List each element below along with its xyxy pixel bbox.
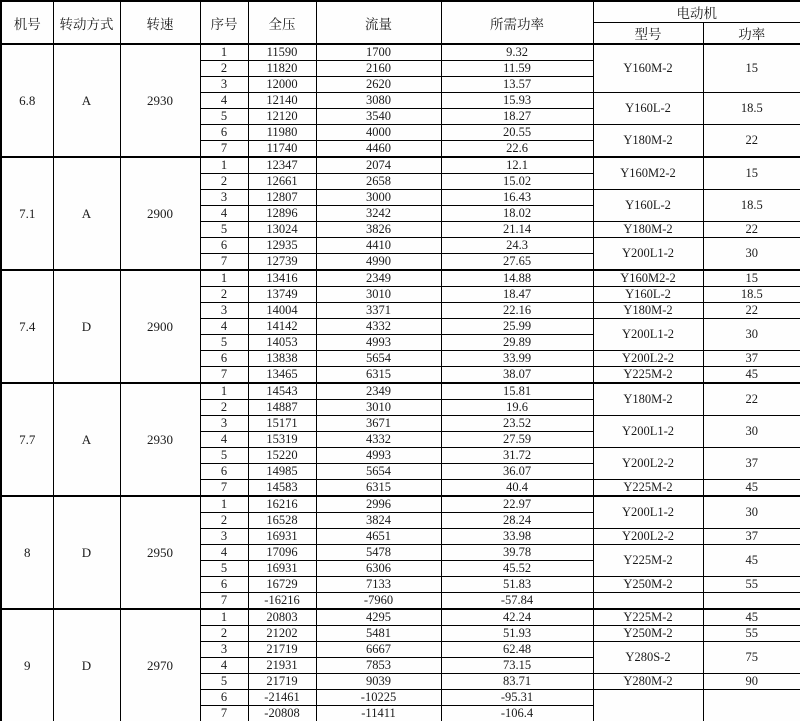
motor-power-cell: 90	[703, 674, 800, 690]
power-required-cell: 36.07	[441, 464, 593, 480]
header-motor-model: 型号	[593, 23, 703, 45]
drive-mode-cell: A	[53, 383, 120, 496]
motor-power-cell: 37	[703, 351, 800, 367]
power-required-cell: 22.16	[441, 303, 593, 319]
seq-cell: 5	[200, 335, 248, 351]
pressure-cell: 12739	[248, 254, 316, 271]
seq-cell: 4	[200, 658, 248, 674]
flow-cell: 4295	[316, 609, 441, 626]
pressure-cell: 15319	[248, 432, 316, 448]
header-machine-no: 机号	[1, 1, 53, 44]
pressure-cell: 11980	[248, 125, 316, 141]
power-required-cell: 28.24	[441, 513, 593, 529]
flow-cell: 4000	[316, 125, 441, 141]
motor-power-cell: 18.5	[703, 93, 800, 125]
seq-cell: 2	[200, 174, 248, 190]
seq-cell: 3	[200, 416, 248, 432]
power-required-cell: 42.24	[441, 609, 593, 626]
speed-cell: 2930	[120, 383, 200, 496]
power-required-cell: 31.72	[441, 448, 593, 464]
flow-cell: 2996	[316, 496, 441, 513]
pressure-cell: 12000	[248, 77, 316, 93]
power-required-cell: 83.71	[441, 674, 593, 690]
machine-no-cell: 6.8	[1, 44, 53, 157]
motor-power-cell: 30	[703, 238, 800, 271]
drive-mode-cell: A	[53, 44, 120, 157]
flow-cell: 4410	[316, 238, 441, 254]
header-pressure: 全压	[248, 1, 316, 44]
power-required-cell: 24.3	[441, 238, 593, 254]
seq-cell: 4	[200, 93, 248, 109]
motor-model-cell: Y225M-2	[593, 480, 703, 497]
flow-cell: 3540	[316, 109, 441, 125]
pressure-cell: 14543	[248, 383, 316, 400]
flow-cell: 5481	[316, 626, 441, 642]
seq-cell: 7	[200, 254, 248, 271]
pressure-cell: 12935	[248, 238, 316, 254]
pressure-cell: 16931	[248, 561, 316, 577]
motor-power-cell: 37	[703, 529, 800, 545]
speed-cell: 2970	[120, 609, 200, 721]
table-row	[1, 609, 800, 626]
speed-cell: 2930	[120, 44, 200, 157]
motor-power-cell: 15	[703, 157, 800, 190]
table-row	[1, 270, 800, 287]
motor-model-cell: Y160L-2	[593, 287, 703, 303]
flow-cell: 4460	[316, 141, 441, 158]
seq-cell: 6	[200, 238, 248, 254]
power-required-cell: -57.84	[441, 593, 593, 610]
power-required-cell: 19.6	[441, 400, 593, 416]
power-required-cell: -106.4	[441, 706, 593, 721]
seq-cell: 7	[200, 593, 248, 610]
seq-cell: 1	[200, 270, 248, 287]
header-flow: 流量	[316, 1, 441, 44]
pressure-cell: 21719	[248, 674, 316, 690]
flow-cell: 4332	[316, 319, 441, 335]
motor-model-cell: Y160L-2	[593, 93, 703, 125]
motor-power-cell: 22	[703, 303, 800, 319]
pressure-cell: 13024	[248, 222, 316, 238]
motor-power-cell: 15	[703, 270, 800, 287]
machine-no-cell: 7.7	[1, 383, 53, 496]
flow-cell: 9039	[316, 674, 441, 690]
flow-cell: 2349	[316, 383, 441, 400]
pressure-cell: 12140	[248, 93, 316, 109]
pressure-cell: 13838	[248, 351, 316, 367]
seq-cell: 6	[200, 690, 248, 706]
flow-cell: 4993	[316, 335, 441, 351]
power-required-cell: 62.48	[441, 642, 593, 658]
flow-cell: 6315	[316, 480, 441, 497]
pressure-cell: 16931	[248, 529, 316, 545]
power-required-cell: 22.6	[441, 141, 593, 158]
pressure-cell: -20808	[248, 706, 316, 721]
flow-cell: 3242	[316, 206, 441, 222]
motor-model-cell: Y160L-2	[593, 190, 703, 222]
flow-cell: 5654	[316, 464, 441, 480]
pressure-cell: 11740	[248, 141, 316, 158]
flow-cell: 2658	[316, 174, 441, 190]
motor-power-cell: 55	[703, 577, 800, 593]
seq-cell: 4	[200, 545, 248, 561]
seq-cell: 1	[200, 383, 248, 400]
power-required-cell: 9.32	[441, 44, 593, 61]
seq-cell: 6	[200, 577, 248, 593]
motor-power-cell: 15	[703, 44, 800, 93]
pressure-cell: 14887	[248, 400, 316, 416]
power-required-cell: 22.97	[441, 496, 593, 513]
power-required-cell: 15.93	[441, 93, 593, 109]
power-required-cell: 27.65	[441, 254, 593, 271]
seq-cell: 5	[200, 222, 248, 238]
machine-no-cell: 9	[1, 609, 53, 721]
power-required-cell: 11.59	[441, 61, 593, 77]
motor-model-cell: Y180M-2	[593, 303, 703, 319]
motor-model-cell: Y250M-2	[593, 577, 703, 593]
speed-cell: 2900	[120, 157, 200, 270]
flow-cell: 3826	[316, 222, 441, 238]
seq-cell: 7	[200, 141, 248, 158]
motor-power-cell: 45	[703, 545, 800, 577]
pressure-cell: 11590	[248, 44, 316, 61]
pressure-cell: 16528	[248, 513, 316, 529]
motor-model-cell: Y200L2-2	[593, 448, 703, 480]
seq-cell: 1	[200, 609, 248, 626]
motor-power-cell	[703, 593, 800, 610]
pressure-cell: -21461	[248, 690, 316, 706]
flow-cell: 2074	[316, 157, 441, 174]
motor-power-cell: 37	[703, 448, 800, 480]
pressure-cell: 21719	[248, 642, 316, 658]
power-required-cell: 73.15	[441, 658, 593, 674]
power-required-cell: 45.52	[441, 561, 593, 577]
power-required-cell: 18.27	[441, 109, 593, 125]
seq-cell: 7	[200, 480, 248, 497]
table-body	[1, 44, 800, 721]
seq-cell: 2	[200, 61, 248, 77]
seq-cell: 5	[200, 561, 248, 577]
header-drive-mode: 转动方式	[53, 1, 120, 44]
seq-cell: 3	[200, 190, 248, 206]
flow-cell: 2620	[316, 77, 441, 93]
drive-mode-cell: D	[53, 270, 120, 383]
pressure-cell: 17096	[248, 545, 316, 561]
motor-model-cell: Y160M2-2	[593, 157, 703, 190]
motor-power-cell: 55	[703, 626, 800, 642]
power-required-cell: 16.43	[441, 190, 593, 206]
power-required-cell: 15.02	[441, 174, 593, 190]
pressure-cell: -16216	[248, 593, 316, 610]
seq-cell: 6	[200, 351, 248, 367]
flow-cell: -7960	[316, 593, 441, 610]
motor-model-cell: Y180M-2	[593, 125, 703, 158]
drive-mode-cell: A	[53, 157, 120, 270]
seq-cell: 4	[200, 432, 248, 448]
seq-cell: 5	[200, 448, 248, 464]
header-motor-power: 功率	[703, 23, 800, 45]
table-row	[1, 44, 800, 61]
motor-model-cell: Y225M-2	[593, 609, 703, 626]
power-required-cell: 12.1	[441, 157, 593, 174]
motor-power-cell: 30	[703, 496, 800, 529]
motor-power-cell: 22	[703, 222, 800, 238]
flow-cell: 5654	[316, 351, 441, 367]
flow-cell: 7133	[316, 577, 441, 593]
flow-cell: 4651	[316, 529, 441, 545]
power-required-cell: 29.89	[441, 335, 593, 351]
flow-cell: 4332	[316, 432, 441, 448]
pressure-cell: 14142	[248, 319, 316, 335]
header-speed: 转速	[120, 1, 200, 44]
power-required-cell: 15.81	[441, 383, 593, 400]
motor-model-cell	[593, 593, 703, 610]
pressure-cell: 21202	[248, 626, 316, 642]
pressure-cell: 13416	[248, 270, 316, 287]
power-required-cell: 40.4	[441, 480, 593, 497]
power-required-cell: 13.57	[441, 77, 593, 93]
motor-power-cell: 45	[703, 609, 800, 626]
power-required-cell: 18.47	[441, 287, 593, 303]
flow-cell: 4993	[316, 448, 441, 464]
flow-cell: 3371	[316, 303, 441, 319]
pressure-cell: 12120	[248, 109, 316, 125]
pressure-cell: 14004	[248, 303, 316, 319]
seq-cell: 1	[200, 44, 248, 61]
pressure-cell: 12807	[248, 190, 316, 206]
pressure-cell: 12347	[248, 157, 316, 174]
seq-cell: 6	[200, 125, 248, 141]
table-row	[1, 157, 800, 174]
power-required-cell: 51.83	[441, 577, 593, 593]
power-required-cell: 51.93	[441, 626, 593, 642]
flow-cell: 3010	[316, 400, 441, 416]
power-required-cell: 18.02	[441, 206, 593, 222]
motor-model-cell: Y200L2-2	[593, 529, 703, 545]
pressure-cell: 12661	[248, 174, 316, 190]
power-required-cell: 20.55	[441, 125, 593, 141]
motor-model-cell: Y160M-2	[593, 44, 703, 93]
motor-power-cell: 18.5	[703, 190, 800, 222]
motor-power-cell: 45	[703, 480, 800, 497]
drive-mode-cell: D	[53, 609, 120, 721]
power-required-cell: 33.99	[441, 351, 593, 367]
power-required-cell: 39.78	[441, 545, 593, 561]
header-power-required: 所需功率	[441, 1, 593, 44]
power-required-cell: 21.14	[441, 222, 593, 238]
drive-mode-cell: D	[53, 496, 120, 609]
seq-cell: 5	[200, 109, 248, 125]
pressure-cell: 21931	[248, 658, 316, 674]
machine-no-cell: 7.4	[1, 270, 53, 383]
power-required-cell: 38.07	[441, 367, 593, 384]
flow-cell: 1700	[316, 44, 441, 61]
seq-cell: 2	[200, 400, 248, 416]
motor-power-cell: 22	[703, 125, 800, 158]
flow-cell: -11411	[316, 706, 441, 721]
pressure-cell: 14583	[248, 480, 316, 497]
seq-cell: 2	[200, 513, 248, 529]
speed-cell: 2900	[120, 270, 200, 383]
pressure-cell: 16216	[248, 496, 316, 513]
seq-cell: 4	[200, 206, 248, 222]
seq-cell: 1	[200, 496, 248, 513]
power-required-cell: 27.59	[441, 432, 593, 448]
motor-power-cell: 22	[703, 383, 800, 416]
table-row	[1, 496, 800, 513]
header-seq: 序号	[200, 1, 248, 44]
motor-power-cell: 30	[703, 319, 800, 351]
seq-cell: 2	[200, 287, 248, 303]
motor-model-cell: Y225M-2	[593, 367, 703, 384]
motor-model-cell: Y250M-2	[593, 626, 703, 642]
pressure-cell: 15220	[248, 448, 316, 464]
motor-model-cell: Y280S-2	[593, 642, 703, 674]
pressure-cell: 15171	[248, 416, 316, 432]
motor-model-cell: Y225M-2	[593, 545, 703, 577]
motor-power-cell	[703, 690, 800, 721]
motor-power-cell: 75	[703, 642, 800, 674]
table-row	[1, 383, 800, 400]
seq-cell: 6	[200, 464, 248, 480]
motor-model-cell: Y180M-2	[593, 222, 703, 238]
power-required-cell: 23.52	[441, 416, 593, 432]
power-required-cell: 33.98	[441, 529, 593, 545]
seq-cell: 3	[200, 529, 248, 545]
seq-cell: 4	[200, 319, 248, 335]
motor-model-cell: Y200L1-2	[593, 238, 703, 271]
flow-cell: 5478	[316, 545, 441, 561]
seq-cell: 7	[200, 706, 248, 721]
motor-power-cell: 18.5	[703, 287, 800, 303]
flow-cell: 3010	[316, 287, 441, 303]
seq-cell: 3	[200, 303, 248, 319]
pressure-cell: 20803	[248, 609, 316, 626]
seq-cell: 1	[200, 157, 248, 174]
seq-cell: 7	[200, 367, 248, 384]
seq-cell: 3	[200, 642, 248, 658]
motor-model-cell: Y200L2-2	[593, 351, 703, 367]
power-required-cell: 25.99	[441, 319, 593, 335]
flow-cell: 3671	[316, 416, 441, 432]
pressure-cell: 14985	[248, 464, 316, 480]
flow-cell: 7853	[316, 658, 441, 674]
seq-cell: 5	[200, 674, 248, 690]
motor-model-cell: Y200L1-2	[593, 496, 703, 529]
pressure-cell: 13465	[248, 367, 316, 384]
motor-model-cell: Y280M-2	[593, 674, 703, 690]
flow-cell: 6667	[316, 642, 441, 658]
flow-cell: 3080	[316, 93, 441, 109]
pressure-cell: 13749	[248, 287, 316, 303]
seq-cell: 2	[200, 626, 248, 642]
power-required-cell: 14.88	[441, 270, 593, 287]
header-motor: 电动机	[593, 1, 800, 23]
motor-model-cell: Y160M2-2	[593, 270, 703, 287]
machine-no-cell: 8	[1, 496, 53, 609]
flow-cell: 3824	[316, 513, 441, 529]
table-header	[1, 1, 800, 44]
flow-cell: 6315	[316, 367, 441, 384]
flow-cell: 2160	[316, 61, 441, 77]
power-required-cell: -95.31	[441, 690, 593, 706]
machine-no-cell: 7.1	[1, 157, 53, 270]
speed-cell: 2950	[120, 496, 200, 609]
motor-model-cell: Y200L1-2	[593, 319, 703, 351]
motor-power-cell: 30	[703, 416, 800, 448]
flow-cell: 4990	[316, 254, 441, 271]
pressure-cell: 16729	[248, 577, 316, 593]
motor-power-cell: 45	[703, 367, 800, 384]
flow-cell: -10225	[316, 690, 441, 706]
motor-model-cell	[593, 690, 703, 721]
pressure-cell: 12896	[248, 206, 316, 222]
seq-cell: 3	[200, 77, 248, 93]
motor-model-cell: Y200L1-2	[593, 416, 703, 448]
flow-cell: 2349	[316, 270, 441, 287]
motor-model-cell: Y180M-2	[593, 383, 703, 416]
pressure-cell: 11820	[248, 61, 316, 77]
flow-cell: 3000	[316, 190, 441, 206]
pressure-cell: 14053	[248, 335, 316, 351]
flow-cell: 6306	[316, 561, 441, 577]
